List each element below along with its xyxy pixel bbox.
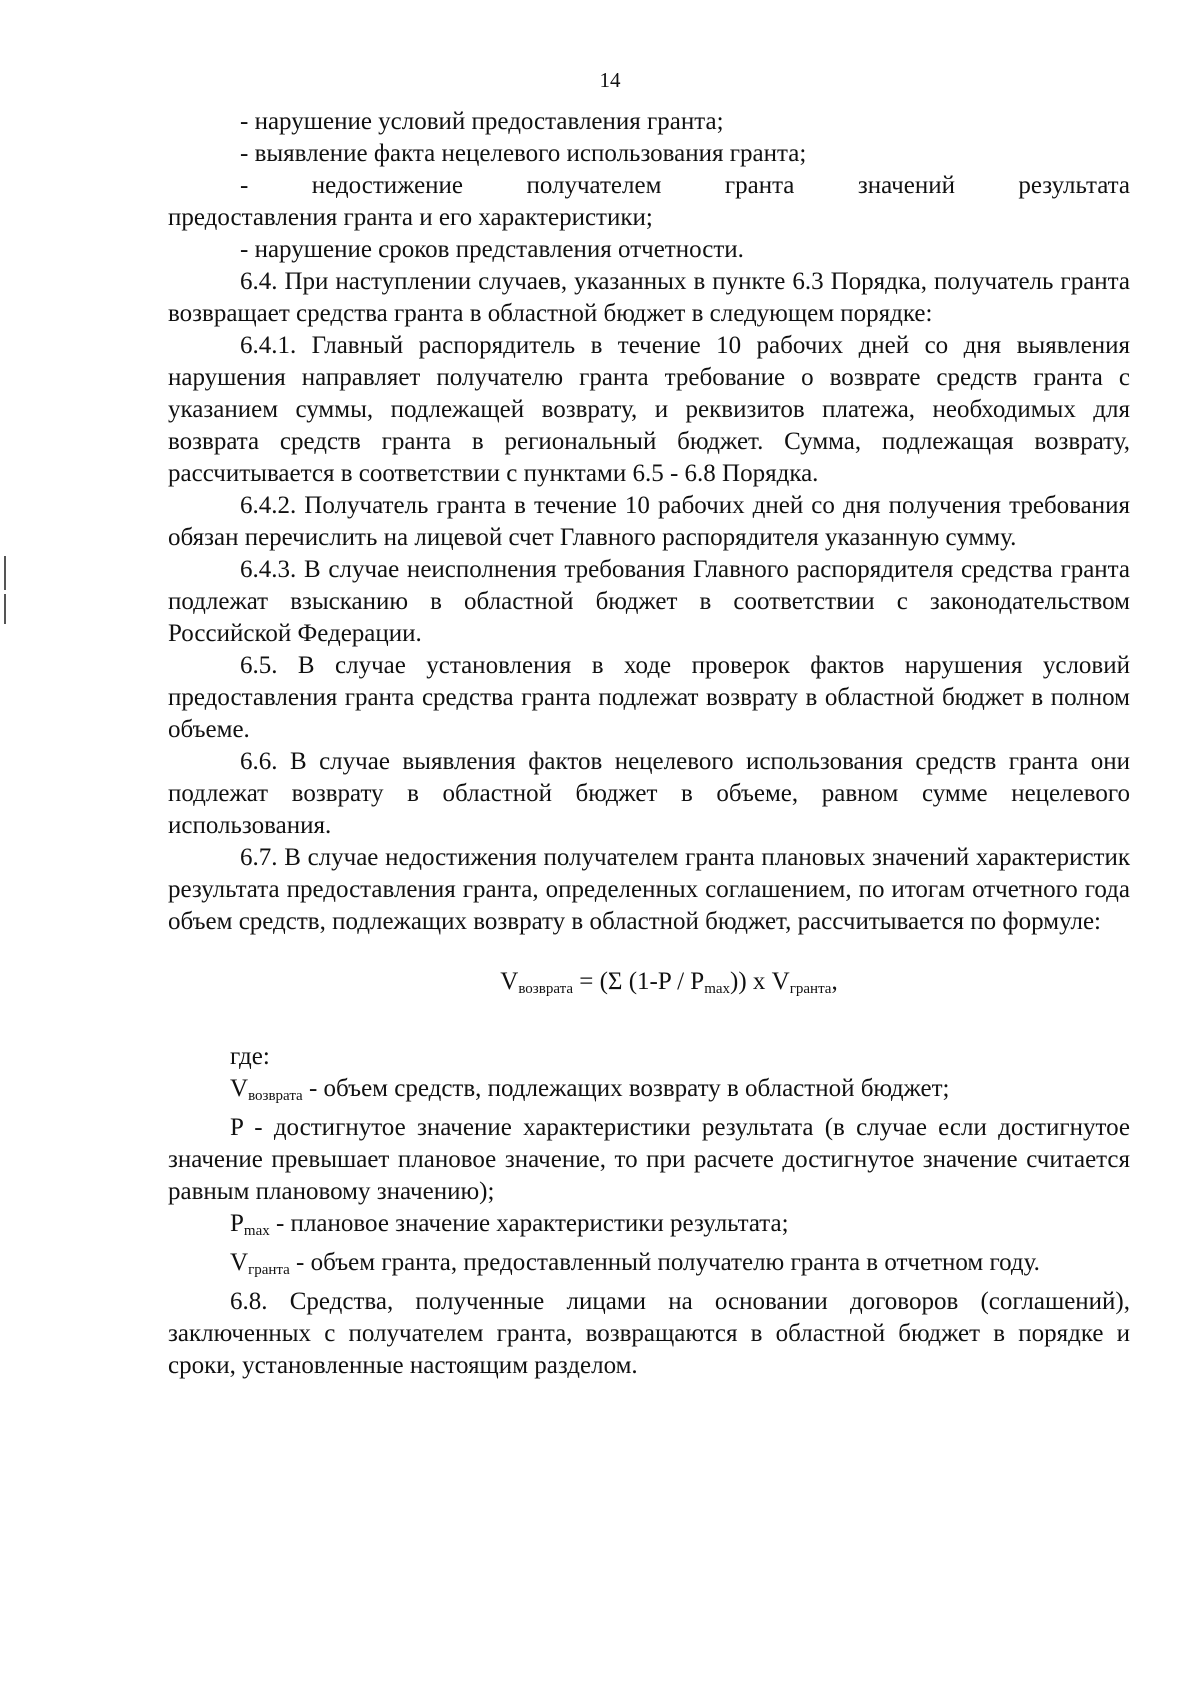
- definition-pmax: [168, 1208, 1130, 1247]
- list-item-reporting-deadline: - нарушение сроков представления отчетности.: [240, 236, 744, 263]
- formula-pmax-sub: max: [704, 981, 731, 997]
- definition-v-grant: [168, 1247, 1130, 1286]
- def-v-sub: возврата: [248, 1088, 303, 1104]
- list-item-violation-conditions: - нарушение условий предоставления гранта;: [240, 108, 724, 135]
- formula-vgr-sub: гранта: [789, 981, 832, 997]
- paragraph-6-6: 6.6. В случае выявления фактов нецелевого использования средств гранта они подлежат возврату в областной бюджет в объеме, равном сумме нецелевого использования.: [168, 748, 1130, 839]
- where-label: где:: [230, 1043, 270, 1070]
- formula: [168, 966, 1130, 1005]
- definition-p: P - достигнутое значение характеристики результата (в случае если достигнутое значение превышает плановое значение, то при расчете достигнутое значение считается равным плановому значению);: [168, 1114, 1130, 1205]
- margin-mark: [4, 594, 6, 624]
- list-item-non-achievement-line2: предоставления гранта и его характеристики;: [168, 204, 653, 231]
- paragraph-6-4: 6.4. При наступлении случаев, указанных в пункте 6.3 Порядка, получатель гранта возвращает средства гранта в областной бюджет в следующем порядке:: [168, 268, 1130, 327]
- formula-v-sub: возврата: [518, 981, 573, 997]
- page-number: 14: [599, 68, 621, 92]
- paragraph-6-7: 6.7. В случае недостижения получателем гранта плановых значений характеристик результата предоставления гранта, определенных соглашением, по итогам отчетного года объем средств, подлежащих возврату в областной бюджет, рассчитывается по формуле:: [168, 844, 1130, 935]
- list-item-non-achievement-line1: - недостижение получателем гранта значений результата: [240, 172, 1130, 199]
- def-vgr-sub: гранта: [248, 1262, 290, 1278]
- formula-v: V: [500, 968, 519, 995]
- list-item-misuse: - выявление факта нецелевого использования гранта;: [240, 140, 807, 167]
- paragraph-6-4-3: 6.4.3. В случае неисполнения требования Главного распорядителя средства гранта подлежат взысканию в областной бюджет в соответствии с законодательством Российской Федерации.: [168, 556, 1130, 647]
- margin-mark: [4, 556, 6, 590]
- def-v-symbol: V: [230, 1075, 249, 1102]
- document-body: [168, 106, 1130, 1382]
- def-v-text: - объем средств, подлежащих возврату в областной бюджет;: [302, 1075, 950, 1102]
- paragraph-6-4-2: 6.4.2. Получатель гранта в течение 10 рабочих дней со дня получения требования обязан перечислить на лицевой счет Главного распорядителя указанную сумму.: [168, 492, 1130, 551]
- formula-after: )) х V: [730, 968, 790, 995]
- paragraph-6-5: 6.5. В случае установления в ходе проверок фактов нарушения условий предоставления гранта средства гранта подлежат возврату в областной бюджет в полном объеме.: [168, 652, 1130, 743]
- paragraph-6-4-1: 6.4.1. Главный распорядитель в течение 10 рабочих дней со дня выявления нарушения направляет получателю гранта требование о возврате средств гранта с указанием суммы, подлежащей возврату, и реквизитов платежа, необходимых для возврата средств гранта в региональный бюджет. Сумма, подлежащая возврату, рассчитывается в соответствии с пунктами 6.5 - 6.8 Порядка.: [168, 332, 1130, 487]
- def-pmax-text: - плановое значение характеристики результата;: [269, 1210, 789, 1237]
- def-pmax-sub: max: [243, 1223, 270, 1239]
- def-vgr-text: - объем гранта, предоставленный получателю гранта в отчетном году.: [289, 1249, 1040, 1276]
- definition-v-return: [168, 1073, 1130, 1112]
- def-pmax-symbol: P: [230, 1210, 244, 1237]
- paragraph-6-8: 6.8. Средства, полученные лицами на основании договоров (соглашений), заключенных с получателем гранта, возвращаются в областной бюджет в порядке и сроки, установленные настоящим разделом.: [168, 1288, 1130, 1379]
- def-vgr-symbol: V: [230, 1249, 249, 1276]
- formula-end: ,: [831, 968, 838, 995]
- formula-middle: = (Σ (1-P / P: [572, 968, 705, 995]
